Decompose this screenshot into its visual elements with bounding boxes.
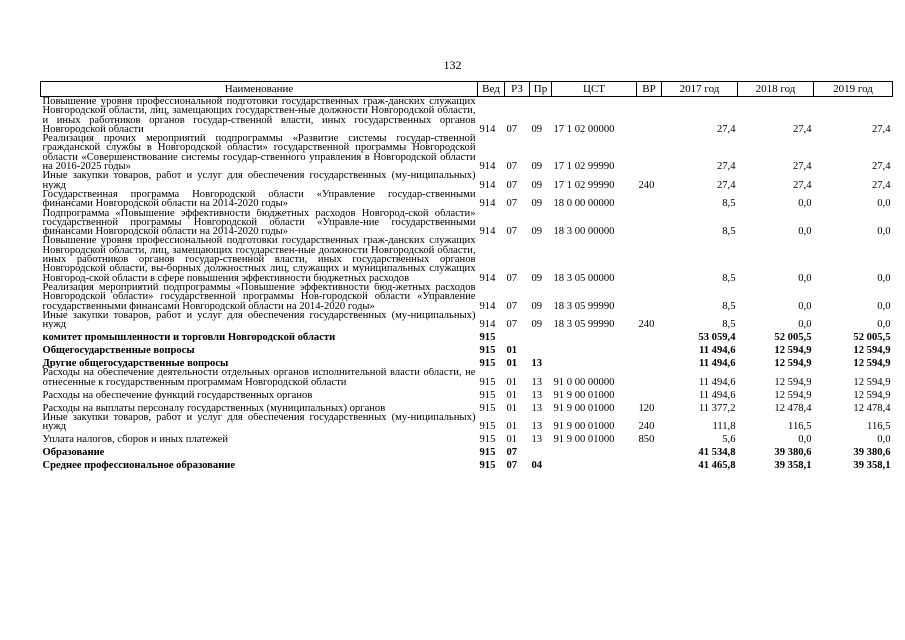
- row-name: Иные закупки товаров, работ и услуг для обеспечения государственных (му-ниципальных) нужд: [42, 413, 476, 432]
- row-2019: 12 478,4: [853, 402, 891, 414]
- row-name: Среднее профессиональное образование: [42, 460, 236, 471]
- row-name: комитет промышленности и торговли Новгородской области: [42, 332, 336, 343]
- row-2018: 27,4: [792, 123, 812, 135]
- row-name: Расходы на выплаты персоналу государственных (муниципальных) органов: [42, 402, 386, 414]
- row-rz: 01: [506, 421, 518, 432]
- table-row: [41, 387, 893, 400]
- row-2017: 8,5: [722, 272, 736, 283]
- row-name: Повышение уровня профессиональной подготовки государственных граж-данских служащих Новгородской области, лиц, замещающих государствен-ные должности Новгородской области, иных работников органов государ-ственной власти, иных государственных органов Новгородской области, вы-борных должностных лиц, служащих и муниципальных служащих Новгород-ской области в сфере повышения эффективности бюджетных расходов: [42, 236, 476, 283]
- row-rz: 01: [506, 434, 518, 445]
- row-pr: [530, 329, 552, 342]
- row-ved: 914: [479, 198, 496, 209]
- row-2018: 12 478,4: [774, 402, 812, 414]
- table-row: [41, 209, 893, 237]
- row-cst: 91 9 00 01000: [553, 402, 615, 414]
- row-cst: 91 9 00 01000: [553, 434, 615, 445]
- row-2018: 12 594,9: [774, 358, 812, 369]
- row-cst: 91 9 00 01000: [553, 389, 615, 401]
- row-rz: 07: [506, 460, 518, 471]
- row-vr: 120: [638, 402, 655, 414]
- row-2019: 0,0: [877, 226, 891, 237]
- header-2018: 2018 год: [738, 82, 814, 97]
- row-vr: [637, 329, 662, 342]
- row-rz: 07: [506, 272, 518, 283]
- row-2017: 8,5: [722, 226, 736, 237]
- row-name: Образование: [42, 447, 105, 458]
- row-vr: [637, 209, 662, 237]
- row-pr: 09: [531, 198, 543, 209]
- row-2019: 116,5: [867, 421, 891, 432]
- header-pr: Пр: [530, 82, 552, 97]
- row-vr: [637, 445, 662, 458]
- row-2017: 11 494,6: [699, 358, 736, 369]
- row-name: Иные закупки товаров, работ и услуг для обеспечения государственных (му-ниципальных) нужд: [42, 171, 476, 190]
- row-2018: 0,0: [798, 198, 812, 209]
- table-row: [41, 134, 893, 171]
- row-rz: 07: [506, 198, 518, 209]
- table-row: [41, 432, 893, 445]
- table-row: [41, 311, 893, 330]
- header-2017: 2017 год: [662, 82, 738, 97]
- row-cst: 18 3 05 99990: [553, 300, 615, 311]
- row-2019: 27,4: [871, 179, 891, 190]
- row-vr: [637, 355, 662, 368]
- row-pr: 09: [531, 272, 543, 283]
- row-pr: 13: [531, 434, 543, 445]
- row-ved: 914: [479, 319, 496, 330]
- row-2017: 8,5: [722, 300, 736, 311]
- row-2019: 12 594,9: [853, 345, 891, 356]
- header-rz: РЗ: [505, 82, 530, 97]
- row-ved: 915: [479, 376, 496, 388]
- row-2019: 39 358,1: [853, 460, 891, 471]
- row-pr: 09: [531, 161, 543, 172]
- row-2017: 27,4: [716, 179, 736, 190]
- row-2019: 27,4: [871, 161, 891, 172]
- row-cst: 17 1 02 99990: [553, 179, 615, 190]
- row-2017: 53 059,4: [698, 332, 736, 343]
- row-pr: 09: [531, 319, 543, 330]
- row-ved: 915: [479, 447, 496, 458]
- table-row: [41, 283, 893, 311]
- row-2018: 12 594,9: [774, 376, 812, 388]
- row-2019: 0,0: [877, 272, 891, 283]
- row-cst: 18 3 05 99990: [553, 319, 615, 330]
- header-cst: ЦСТ: [552, 82, 637, 97]
- row-2018: 27,4: [792, 179, 812, 190]
- table-row: [41, 190, 893, 209]
- row-rz: 07: [506, 179, 518, 190]
- row-vr: [637, 342, 662, 355]
- table-row: [41, 413, 893, 432]
- row-vr: [637, 236, 662, 282]
- row-pr: 09: [531, 300, 543, 311]
- row-name: Расходы на обеспечение деятельности отдельных органов исполнительной власти области, не отнесенные к государственным программам Новгородской области: [42, 368, 476, 388]
- row-2017: 11 494,6: [698, 376, 736, 388]
- row-ved: 915: [479, 460, 496, 471]
- row-vr: [637, 190, 662, 209]
- header-2019: 2019 год: [814, 82, 893, 97]
- row-pr: 13: [531, 358, 543, 369]
- row-2017: 11 377,2: [698, 402, 736, 414]
- row-ved: 914: [479, 300, 496, 311]
- row-pr: [530, 445, 552, 458]
- header-name: Наименование: [41, 82, 478, 97]
- row-rz: 01: [506, 358, 518, 369]
- row-vr: 240: [638, 319, 655, 330]
- row-pr: 13: [531, 402, 543, 414]
- row-ved: 914: [479, 226, 496, 237]
- row-2019: 39 380,6: [853, 447, 891, 458]
- row-2017: 5,6: [722, 434, 736, 445]
- header-vr: ВР: [637, 82, 662, 97]
- row-rz: 01: [506, 389, 518, 401]
- row-cst: [552, 445, 637, 458]
- row-name: Уплата налогов, сборов и иных платежей: [42, 434, 229, 445]
- row-name: Реализация прочих мероприятий подпрограммы «Развитие системы государ-ственной гражданской службы в Новгородской области» государственной программы Новгородской области «Совершенствование системы государ-ственного управления в Новгородской области на 2016-2025 годы»: [42, 134, 476, 172]
- row-vr: [637, 134, 662, 171]
- row-name: Другие общегосударственные вопросы: [42, 358, 229, 369]
- row-ved: 915: [479, 389, 496, 401]
- row-rz: 07: [506, 161, 518, 172]
- table-row: [41, 97, 893, 135]
- row-pr: 09: [531, 179, 543, 190]
- row-pr: 13: [531, 421, 543, 432]
- row-2018: 27,4: [792, 161, 812, 172]
- row-cst: [552, 329, 637, 342]
- row-cst: [552, 355, 637, 368]
- row-rz: 07: [506, 226, 518, 237]
- row-2017: 11 494,6: [698, 389, 736, 401]
- row-2017: 111,8: [712, 421, 736, 432]
- row-ved: 914: [479, 161, 496, 172]
- table-row: [41, 171, 893, 190]
- row-ved: 914: [479, 272, 496, 283]
- row-2017: 27,4: [716, 161, 736, 172]
- row-name: Государственная программа Новгородской области «Управление государ-ственными финансами Новгородской области на 2014-2020 годы»: [42, 189, 476, 209]
- row-rz: 01: [506, 402, 518, 414]
- row-2019: 0,0: [877, 319, 891, 330]
- row-ved: 914: [479, 123, 496, 135]
- row-vr: 240: [638, 421, 655, 432]
- row-2017: 41 465,8: [698, 460, 736, 471]
- row-vr: 850: [638, 434, 655, 445]
- row-vr: 240: [638, 179, 655, 190]
- row-vr: [637, 97, 662, 135]
- table-row: [41, 355, 893, 368]
- row-2019: 12 594,9: [853, 389, 891, 401]
- page-number: 132: [443, 58, 462, 72]
- row-2017: 8,5: [722, 319, 736, 330]
- row-rz: 01: [506, 376, 518, 388]
- row-name: Расходы на обеспечение функций государственных органов: [42, 389, 313, 401]
- row-ved: 915: [479, 332, 496, 343]
- row-name: Подпрограмма «Повышение эффективности бюджетных расходов Новгород-ской области» государственной программы Новгородской области «Управле-ние государственными финансами Новгородской области на 2014-2020 годы»: [42, 208, 476, 237]
- row-2018: 39 380,6: [774, 447, 812, 458]
- row-ved: 914: [479, 179, 496, 190]
- row-rz: 07: [506, 123, 518, 135]
- row-2018: 0,0: [798, 319, 812, 330]
- row-vr: [637, 368, 662, 387]
- row-cst: 18 3 00 00000: [553, 226, 615, 237]
- row-cst: [552, 458, 637, 471]
- row-cst: 17 1 02 00000: [553, 123, 615, 135]
- row-2018: 0,0: [798, 434, 812, 445]
- row-pr: [530, 342, 552, 355]
- row-ved: 915: [479, 421, 496, 432]
- row-2017: 41 534,8: [698, 447, 736, 458]
- row-pr: 04: [531, 460, 543, 471]
- header-ved: Вед: [478, 82, 505, 97]
- row-2019: 52 005,5: [853, 332, 891, 343]
- row-2018: 0,0: [798, 272, 812, 283]
- row-name: Иные закупки товаров, работ и услуг для обеспечения государственных (му-ниципальных) нужд: [42, 310, 476, 330]
- row-vr: [637, 283, 662, 311]
- row-name: Повышение уровня профессиональной подготовки государственных граж-данских служащих Новгородской области, лиц, замещающих государствен-ные должности Новгородской области, и иных работников органов государ-ственной власти, иных государственных органов Новгородской области: [42, 96, 476, 135]
- row-rz: [505, 329, 530, 342]
- row-2018: 52 005,5: [774, 332, 812, 343]
- row-2018: 12 594,9: [774, 389, 812, 401]
- row-cst: 18 3 05 00000: [553, 272, 615, 283]
- row-pr: 09: [531, 226, 543, 237]
- row-pr: 13: [531, 376, 543, 388]
- row-name: Реализация мероприятий подпрограммы «Повышение эффективности бюд-жетных расходов Новгородской области» государственной программы Нов-городской области «Управление государственными финансами Новгородской области на 2014-2020 годы»: [42, 282, 476, 311]
- row-rz: 07: [506, 319, 518, 330]
- row-2018: 116,5: [788, 421, 812, 432]
- row-2019: 0,0: [877, 434, 891, 445]
- table-row: [41, 368, 893, 387]
- row-2017: 8,5: [722, 198, 736, 209]
- row-pr: 13: [531, 389, 543, 401]
- row-ved: 915: [479, 434, 496, 445]
- row-name: Общегосударственные вопросы: [42, 345, 195, 356]
- row-cst: 91 9 00 01000: [553, 421, 615, 432]
- row-2019: 0,0: [877, 198, 891, 209]
- row-ved: 915: [479, 358, 496, 369]
- row-ved: 915: [479, 402, 496, 414]
- row-2017: 11 494,6: [699, 345, 736, 356]
- table-body: [41, 97, 893, 471]
- row-2019: 27,4: [871, 123, 891, 135]
- row-2019: 0,0: [877, 300, 891, 311]
- budget-table: [40, 81, 893, 471]
- row-2017: 27,4: [716, 123, 736, 135]
- row-cst: [552, 342, 637, 355]
- row-rz: 01: [506, 345, 518, 356]
- row-vr: [637, 387, 662, 400]
- table-row: [41, 236, 893, 282]
- row-2018: 39 358,1: [774, 460, 812, 471]
- table-row: [41, 445, 893, 458]
- row-2018: 12 594,9: [774, 345, 812, 356]
- row-2019: 12 594,9: [853, 376, 891, 388]
- row-2018: 0,0: [798, 226, 812, 237]
- table-row: [41, 400, 893, 413]
- row-2018: 0,0: [798, 300, 812, 311]
- row-pr: 09: [531, 123, 543, 135]
- row-vr: [637, 458, 662, 471]
- row-rz: 07: [506, 447, 518, 458]
- row-cst: 91 0 00 00000: [553, 376, 615, 388]
- row-cst: 17 1 02 99990: [553, 161, 615, 172]
- row-ved: 915: [479, 345, 496, 356]
- table-row: [41, 458, 893, 471]
- table-row: [41, 342, 893, 355]
- row-rz: 07: [506, 300, 518, 311]
- row-cst: 18 0 00 00000: [553, 198, 615, 209]
- table-row: [41, 329, 893, 342]
- row-2019: 12 594,9: [853, 358, 891, 369]
- table-header-row: [41, 82, 893, 97]
